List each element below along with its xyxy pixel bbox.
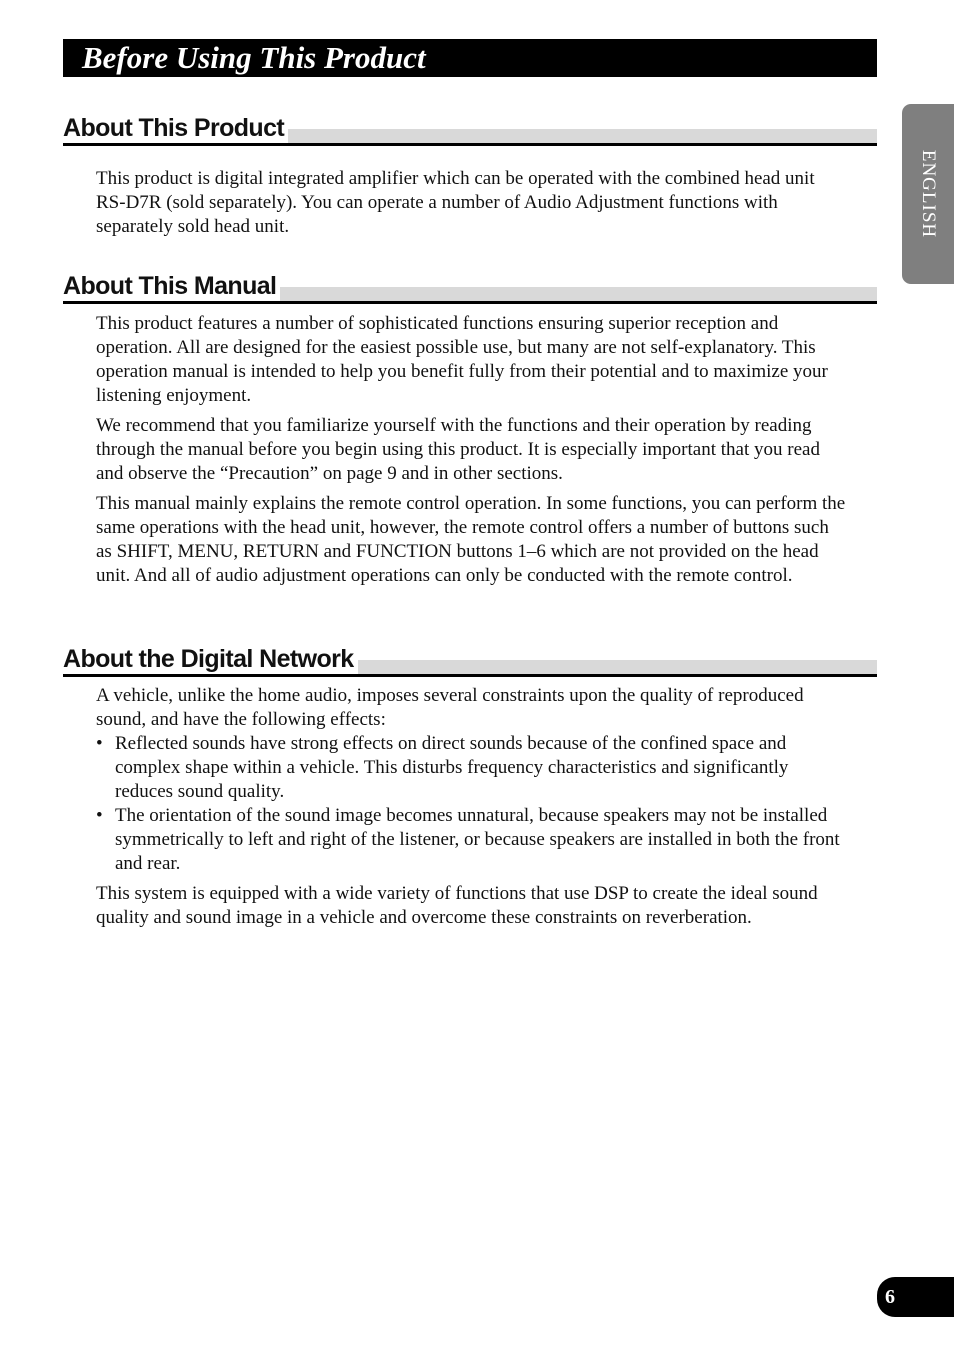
effects-list (96, 732, 846, 876)
language-tab (902, 104, 954, 284)
bullet-icon: • (96, 805, 103, 826)
section-body-about-manual (96, 312, 846, 594)
paragraph: This product features a number of sophisticated functions ensuring superior reception and operation. All are designed for the easiest possible use, but many are not self-explanatory. This operation manual is intended to help you benefit fully from their potential and to maximize your listening enjoyment. (96, 313, 828, 406)
page-number: 6 (885, 1286, 895, 1308)
section-heading-text: About This Product (63, 113, 288, 143)
page-number-badge (877, 1277, 954, 1317)
paragraph: This product is digital integrated amplifier which can be operated with the combined head unit RS-D7R (sold separately). You can operate a number of Audio Adjustment functions with separately sold head unit. (96, 168, 815, 237)
page-title: Before Using This Product (82, 40, 426, 75)
paragraph: This manual mainly explains the remote control operation. In some functions, you can perform the same operations with the head unit, however, the remote control offers a number of buttons such as SHIFT, MENU, RETURN and FUNCTION buttons 1–6 which are not provided on the head unit. And all of audio adjustment operations can only be conducted with the remote control. (96, 493, 846, 586)
section-heading-about-manual (63, 270, 877, 304)
list-item (96, 804, 846, 876)
list-item (96, 732, 846, 804)
list-item-text: Reflected sounds have strong effects on direct sounds because of the confined space and complex shape within a vehicle. This disturbs frequency characteristics and significantly reduces sound quality. (115, 733, 789, 802)
paragraph: We recommend that you familiarize yourself with the functions and their operation by reading through the manual before you begin using this product. It is especially important that you read and observe the “Precaution” on page 9 and in other sections. (96, 415, 820, 484)
section-body-about-product (96, 167, 846, 245)
paragraph: A vehicle, unlike the home audio, imposes several constraints upon the quality of reproduced sound, and have the following effects: (96, 685, 804, 730)
language-tab-label: ENGLISH (918, 149, 939, 239)
section-heading-text: About This Manual (63, 271, 280, 301)
section-body-digital-network (96, 684, 846, 936)
section-heading-digital-network (63, 643, 877, 677)
list-item-text: The orientation of the sound image becomes unnatural, because speakers may not be installed symmetrically to left and right of the listener, or because speakers are installed in both the front and rear. (115, 805, 840, 874)
section-heading-about-product (63, 112, 877, 146)
heading-rule (63, 674, 877, 677)
heading-rule (63, 301, 877, 304)
section-heading-text: About the Digital Network (63, 644, 358, 674)
heading-rule (63, 143, 877, 146)
paragraph: This system is equipped with a wide variety of functions that use DSP to create the ideal sound quality and sound image in a vehicle and overcome these constraints on reverberation. (96, 883, 818, 928)
page-title-banner (63, 39, 877, 77)
bullet-icon: • (96, 733, 103, 754)
